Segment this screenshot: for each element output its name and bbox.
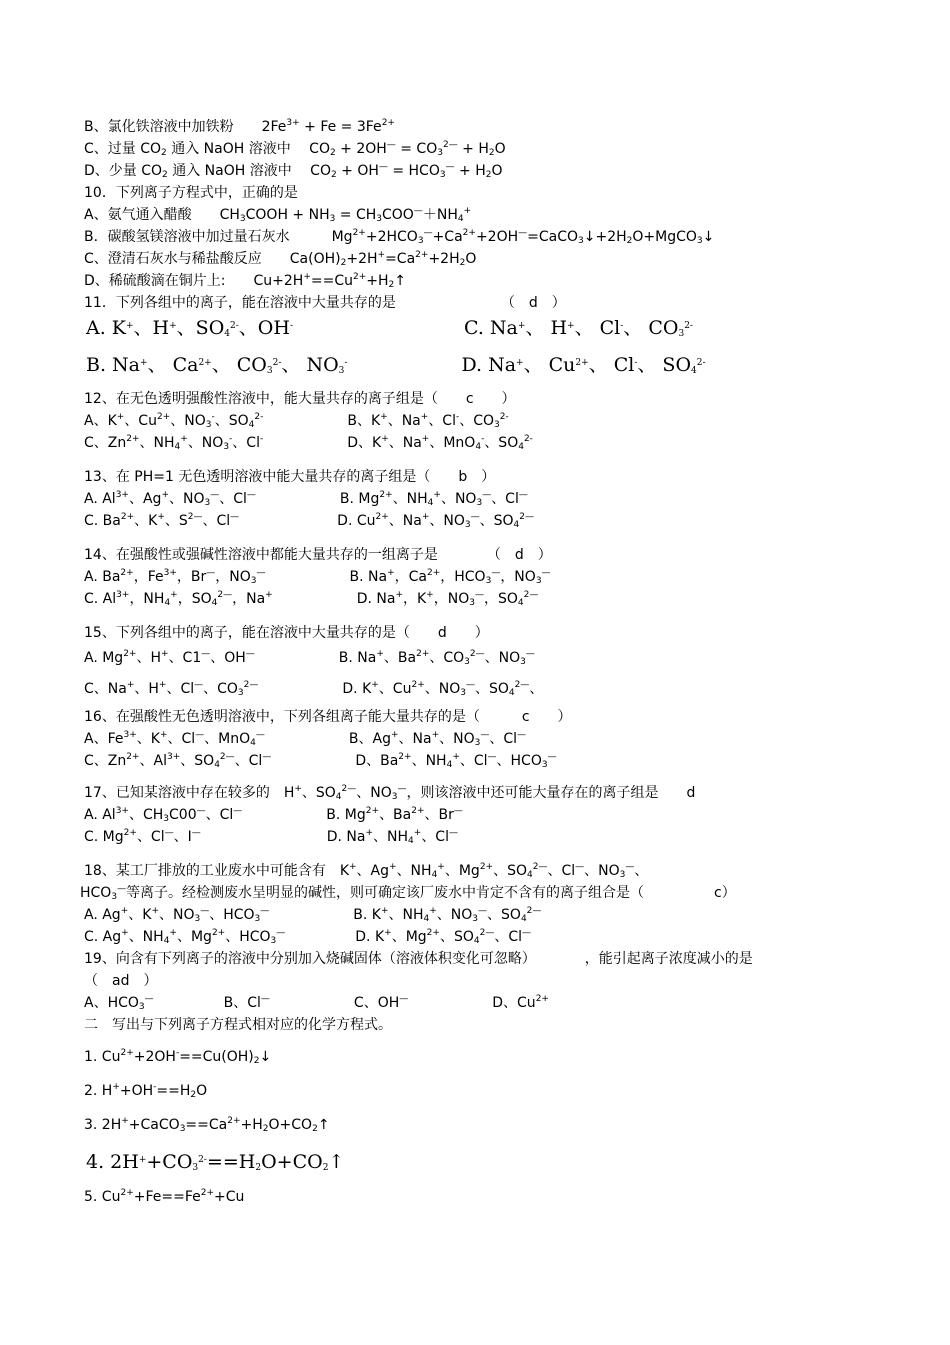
- text-line: A. $Mg^{2+}$、H+、C1—、OH— B. Na+、$Ba^{2+}$、$CO_3^{2—}$、$NO_3^—$: [84, 649, 535, 667]
- text-line: $HCO_3^—$等离子。经检测废水呈明显的碱性，则可确定该厂废水中肯定不含有的离子组合是（ c）: [80, 884, 736, 902]
- option-line: B. Na+、 $Ca^{2+}$、 $CO_3^{2-}$、 $NO_3^-$ D. Na+、 $Cu^{2+}$、 Cl-、 $SO_4^{2-}$: [86, 354, 706, 376]
- text-line: B、氯化铁溶液中加铁粉 $2Fe^{3+} + Fe = 3Fe^{2+}$: [84, 118, 395, 135]
- text-line: A. Ag+、K+、$NO_3^—$、$HCO_3^—$ B. K+、$NH_4^+$、$NO_3^—$、$SO_4^{2—}$: [84, 906, 542, 924]
- text-line: A、氨气通入醋酸 $CH_3COOH + NH_3 = CH_3COO^—+NH_4^+$: [84, 206, 472, 224]
- answer-19: （ ad ）: [84, 973, 158, 989]
- question-10: 10．下列离子方程式中，正确的是: [84, 185, 298, 201]
- text-line: C. $Ba^{2+}$、K+、$S^{2—}$、Cl— D. $Cu^{2+}$、Na+、$NO_3^—$、$SO_4^{2—}$: [84, 512, 535, 530]
- question-12: 12、在无色透明强酸性溶液中，能大量共存的离子组是（ c ）: [84, 391, 516, 407]
- question-16: 16、在强酸性无色透明溶液中，下列各组离子能大量共存的是（ c ）: [84, 709, 572, 725]
- text-line: C、$Zn^{2+}$、$NH_4^+$、$NO_3^-$、Cl- D、K+、Na+、MnO$_4$-、$SO_4^{2-}$: [84, 434, 533, 452]
- equation-5: 5. $Cu^{2+}+Fe==Fe^{2+}+Cu$: [84, 1188, 245, 1205]
- text-line: C. $Mg^{2+}$、Cl—、I— D. Na+、$NH_4^+$、Cl—: [84, 828, 458, 846]
- question-14: 14、在强酸性或强碱性溶液中都能大量共存的一组离子是 （ d ）: [84, 547, 552, 563]
- text-line: B．碳酸氢镁溶液中加过量石灰水 $Mg^{2+}+2HCO_3^—+Ca^{2+}+2OH^—=CaCO_3↓+2H_2O+MgCO_3↓$: [84, 228, 715, 246]
- equation-3: 3. $2H^++CaCO_3==Ca^{2+}+H_2O+CO_2↑$: [84, 1116, 330, 1134]
- question-15: 15、下列各组中的离子，能在溶液中大量共存的是（ d ）: [84, 625, 489, 641]
- question-17: 17、已知某溶液中存在较多的 H+、$SO_4^{2—}$、$NO_3^—$，则该溶液中还可能大量存在的离子组是 d: [84, 784, 696, 802]
- text-line: C、Na+、H+、Cl—、$CO_3^{2—}$ D. K+、$Cu^{2+}$、$NO_3^—$、$SO_4^{2—}$、: [84, 680, 544, 698]
- equation-1: 1. $Cu^{2+}+2OH^-==Cu(OH)_2↓$: [84, 1048, 272, 1066]
- text-line: A. $Al^{3+}$、Ag+、$NO_3^—$、Cl— B. $Mg^{2+}$、$NH_4^+$、$NO_3^—$、Cl—: [84, 490, 528, 508]
- question-18: 18、某工厂排放的工业废水中可能含有 K+、Ag+、$NH_4^+$、$Mg^{2+}$、$SO_4^{2—}$、Cl—、$NO_3^—$、: [84, 862, 649, 880]
- text-line: C、$Zn^{2+}$、$Al^{3+}$、$SO_4^{2—}$、Cl— D、$Ba^{2+}$、$NH_4^+$、Cl—、$HCO_3^—$: [84, 752, 557, 770]
- question-13: 13、在 PH=1 无色透明溶液中能大量共存的离子组是（ b ）: [84, 469, 496, 485]
- equation-2: 2. $H^++OH^-==H_2O$: [84, 1082, 208, 1100]
- question-11: 11．下列各组中的离子，能在溶液中大量共存的是 （ d ）: [84, 295, 566, 311]
- option-line: A. K+、H+、$SO_4^{2-}$、OH- C. Na+、 H+、 Cl-、 $CO_3^{2-}$: [86, 317, 693, 339]
- text-line: C. $Al^{3+}$，$NH_4^+$，$SO_4^{2—}$，Na+ D. Na+，K+，$NO_3^—$，$SO_4^{2—}$: [84, 590, 539, 608]
- text-line: A. $Al^{3+}$、$CH_3C00^—$、Cl— B. $Mg^{2+}$、$Ba^{2+}$、Br—: [84, 806, 463, 824]
- section-two-heading: 二 写出与下列离子方程式相对应的化学方程式。: [84, 1017, 392, 1033]
- question-19: 19、向含有下列离子的溶液中分别加入烧碱固体（溶液体积变化可忽略） ，能引起离子浓度减小的是: [84, 951, 753, 967]
- text-line: C. Ag+、$NH_4^+$、$Mg^{2+}$、$HCO_3^—$ D. K+、$Mg^{2+}$、$SO_4^{2—}$、Cl—: [84, 928, 531, 946]
- text-line: C、过量 $CO_2$ 通入 NaOH 溶液中 $CO_2 + 2OH^— = CO_3^{2—} + H_2O$: [84, 140, 506, 158]
- text-line: C、澄清石灰水与稀盐酸反应 $Ca(OH)_2+2H^+=Ca^{2+}+2H_2O$: [84, 250, 477, 268]
- text-line: A、K+、$Cu^{2+}$、$NO_3^-$、$SO_4^{2-}$ B、K+、Na+、Cl-、$CO_3^{2-}$: [84, 412, 509, 430]
- text-line: A、$Fe^{3+}$、K+、Cl—、MnO$_4$— B、Ag+、Na+、$NO_3^—$、Cl—: [84, 730, 527, 748]
- text-line: D、少量 $CO_2$ 通入 NaOH 溶液中 $CO_2 + OH^— = HCO_3^— + H_2O$: [84, 162, 503, 180]
- text-line: D、稀硫酸滴在铜片上: $Cu+2H^+==Cu^{2+}+H_2↑$: [84, 272, 406, 290]
- text-line: A、$HCO_3^—$ B、Cl— C、OH— D、$Cu^{2+}$: [84, 994, 549, 1012]
- text-line: A. $Ba^{2+}$，$Fe^{3+}$，Br—，$NO_3^—$ B. Na+，$Ca^{2+}$，$HCO_3^—$，$NO_3^—$: [84, 568, 551, 586]
- equation-4: 4. $2H^++CO_3^{2-}==H_2O+CO_2↑$: [86, 1151, 345, 1173]
